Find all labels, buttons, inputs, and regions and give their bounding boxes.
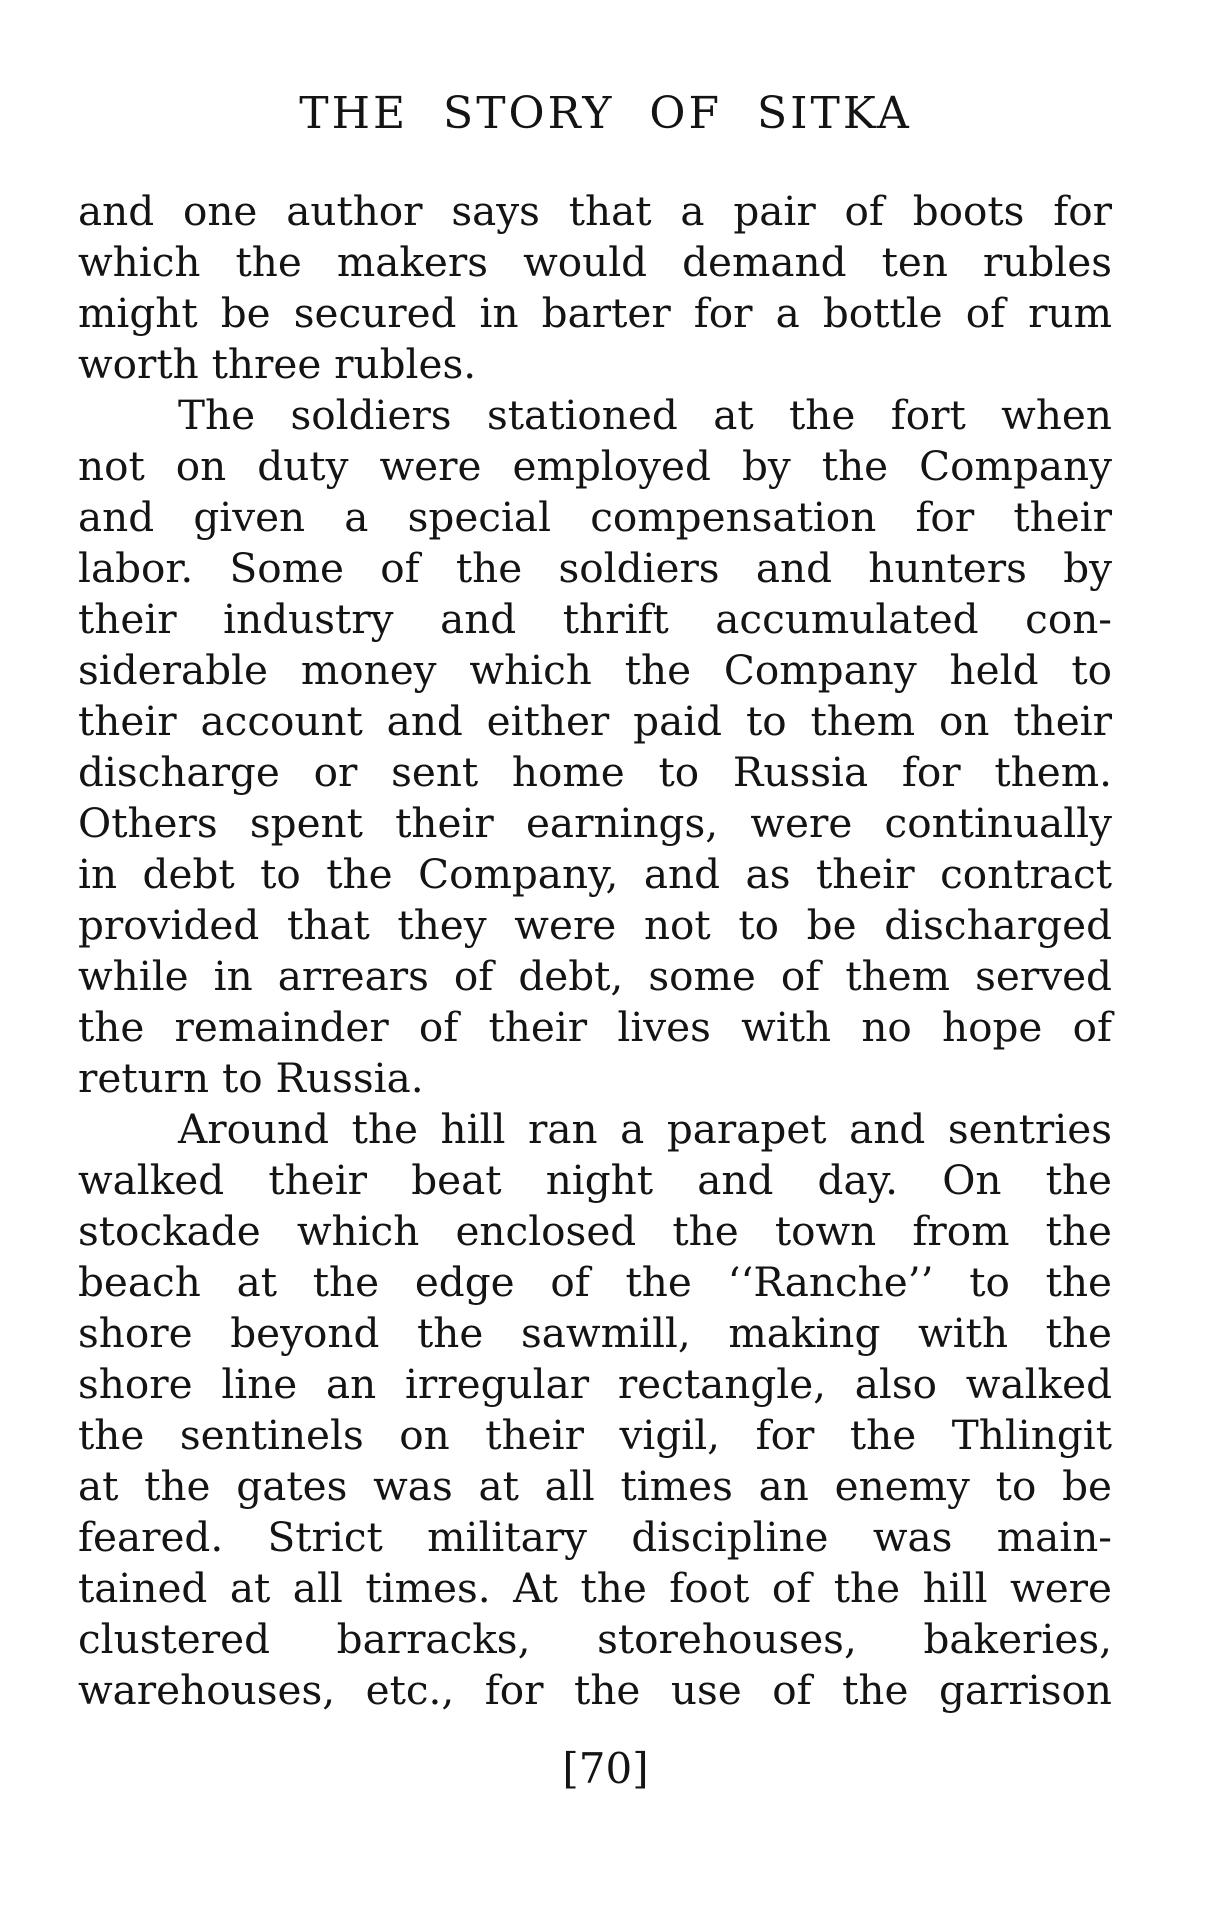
text-line: Others spent their earnings, were continually (78, 799, 1112, 847)
text-line: at the gates was at all times an enemy to be (78, 1462, 1112, 1510)
text-line: and one author says that a pair of boots for (78, 187, 1112, 235)
paragraph (78, 390, 1112, 1104)
text-line: shore line an irregular rectangle, also walked (78, 1360, 1112, 1408)
page-number: [70] (562, 1744, 649, 1793)
text-line: the remainder of their lives with no hope of (78, 1003, 1112, 1051)
text-line: The soldiers stationed at the fort when (178, 391, 1112, 439)
text-line: beach at the edge of the ‘‘Ranche’’ to the (78, 1258, 1112, 1306)
text-line: not on duty were employed by the Company (78, 442, 1112, 490)
text-line: stockade which enclosed the town from the (78, 1207, 1112, 1255)
text-line: which the makers would demand ten rubles (78, 238, 1112, 286)
running-head: THE STORY OF SITKA (299, 88, 912, 139)
text-line: and given a special compensation for their (78, 493, 1112, 541)
text-line: might be secured in barter for a bottle of rum (78, 289, 1112, 337)
text-line: clustered barracks, storehouses, bakeries, (78, 1615, 1112, 1663)
text-line: return to Russia. (78, 1054, 424, 1102)
text-line: walked their beat night and day. On the (78, 1156, 1112, 1204)
text-line: warehouses, etc., for the use of the garrison (78, 1666, 1112, 1714)
text-line: tained at all times. At the foot of the hill were (78, 1564, 1112, 1612)
text-line: the sentinels on their vigil, for the Thlingit (78, 1411, 1112, 1459)
text-line: their industry and thrift accumulated con- (78, 595, 1112, 643)
text-line: labor. Some of the soldiers and hunters by (78, 544, 1112, 592)
text-line: Around the hill ran a parapet and sentries (178, 1105, 1112, 1153)
paragraph (78, 186, 1112, 390)
text-line: feared. Strict military discipline was main- (78, 1513, 1112, 1561)
text-line: in debt to the Company, and as their contract (78, 850, 1112, 898)
text-line: provided that they were not to be discharged (78, 901, 1112, 949)
body-text (78, 186, 1112, 1716)
text-line: discharge or sent home to Russia for them. (78, 748, 1112, 796)
text-line: while in arrears of debt, some of them served (78, 952, 1112, 1000)
paragraph (78, 1104, 1112, 1716)
text-line: shore beyond the sawmill, making with the (78, 1309, 1112, 1357)
text-line: their account and either paid to them on their (78, 697, 1112, 745)
text-line: worth three rubles. (78, 340, 477, 388)
text-line: siderable money which the Company held to (78, 646, 1112, 694)
